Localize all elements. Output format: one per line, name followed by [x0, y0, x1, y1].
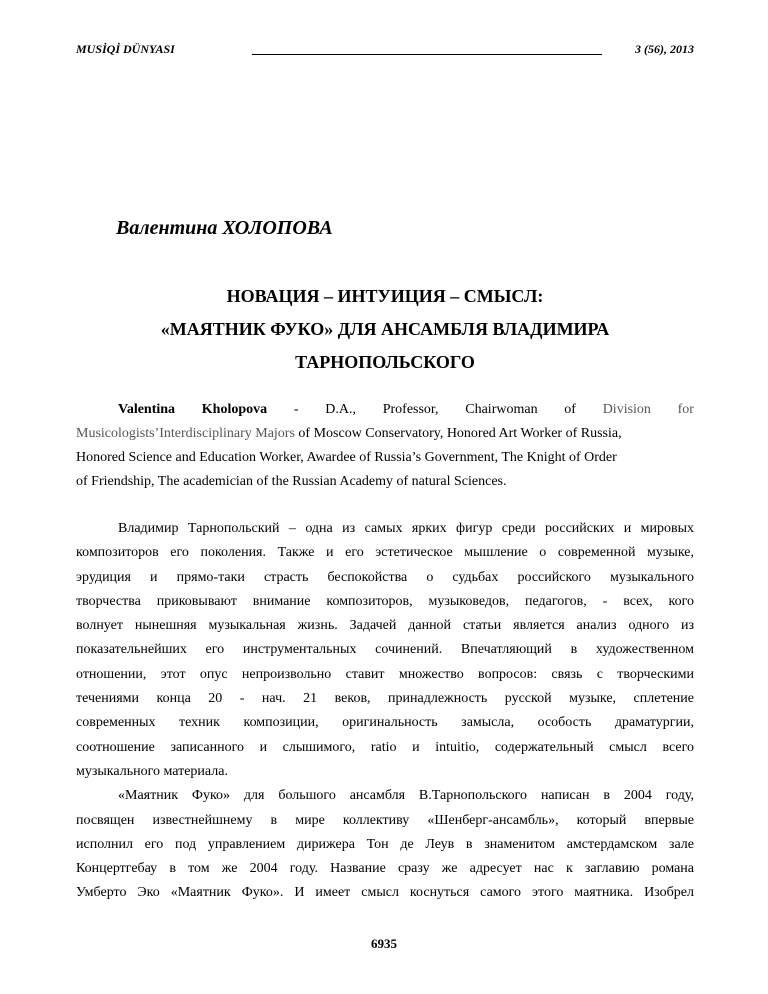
abstract-word: - [293, 402, 299, 417]
abstract-word: for [677, 402, 694, 417]
body-line: соотношение записанного и слышимого, ratio и intuitio, содержательный смысл всего [76, 739, 694, 755]
body-line: посвящен известнейшнему в мире коллективу «Шенберг-ансамбль», который впервые [76, 812, 694, 828]
abstract-text: of Moscow Conservatory, Honored Art Worker of Russia, [294, 426, 622, 441]
abstract-word: Valentina [118, 402, 176, 417]
abstract-word: D.A., [325, 402, 356, 417]
body-line: показательнейших его инструментальных сочинений. Впечатляющий в художественном [76, 642, 694, 658]
body-line: современных техник композиции, оригинальность замысла, особость драматургии, [76, 715, 694, 731]
body-line: «Маятник Фуко» для большого ансамбля В.Тарнопольского написан в 2004 году, [118, 788, 694, 804]
abstract-line: Honored Science and Education Worker, Awardee of Russia’s Government, The Knight of Order [76, 450, 617, 465]
abstract-word: Chairwoman [465, 402, 538, 417]
journal-name: MUSİQİ DÜNYASI [76, 42, 175, 56]
title-line: «МАЯТНИК ФУКО» ДЛЯ АНСАМБЛЯ ВЛАДИМИРА [160, 319, 610, 339]
page-number: 6935 [371, 936, 397, 951]
body-line: отношении, этот опус непроизвольно ставит множество вопросов: связь с творческими [76, 666, 694, 682]
issue-number: 3 (56), 2013 [635, 42, 694, 56]
abstract-word: of [564, 402, 576, 417]
abstract-word: Professor, [382, 402, 439, 417]
article-title [76, 280, 694, 379]
article-body [76, 517, 694, 906]
abstract-muted-text: Musicologists’Interdisciplinary Majors [76, 426, 295, 441]
abstract-word: Division [602, 402, 651, 417]
body-line: музыкального материала. [76, 763, 228, 779]
running-header [76, 42, 694, 58]
abstract-line: of Friendship, The academician of the Russian Academy of natural Sciences. [76, 474, 507, 489]
abstract-line [76, 422, 694, 446]
abstract-word: Kholopova [201, 402, 268, 417]
abstract-first-line [76, 398, 694, 422]
body-line: эрудиция и прямо-таки страсть беспокойства о судьбах российского музыкального [76, 569, 694, 585]
title-line: НОВАЦИЯ – ИНТУИЦИЯ – СМЫСЛ: [226, 286, 544, 306]
english-abstract [76, 398, 694, 494]
body-line: Владимир Тарнопольский – одна из самых ярких фигур среди российских и мировых [118, 521, 694, 536]
body-line: творчества приковывают внимание композиторов, музыковедов, педагогов, - всех, кого [76, 593, 694, 609]
body-line: исполнил его под управлением дирижера Тон де Леув в знаменитом амстердамском зале [76, 836, 694, 852]
body-line: Концертгебау в том же 2004 году. Название сразу же адресует нас к заглавию романа [76, 861, 694, 877]
body-line: течениями конца 20 - нач. 21 веков, принадлежность русской музыке, сплетение [76, 691, 694, 707]
body-line: волнует нынешняя музыкальная жизнь. Задачей данной статьи является анализ одного из [76, 618, 694, 634]
header-rule [252, 54, 602, 55]
body-line: композиторов его поколения. Также и его эстетическое мышление о современной музыке, [76, 545, 694, 561]
body-line: Умберто Эко «Маятник Фуко». И имеет смысл коснуться самого этого маятника. Изобрел [76, 885, 694, 901]
author-name: Валентина ХОЛОПОВА [116, 217, 333, 239]
title-line: ТАРНОПОЛЬСКОГО [295, 352, 475, 372]
